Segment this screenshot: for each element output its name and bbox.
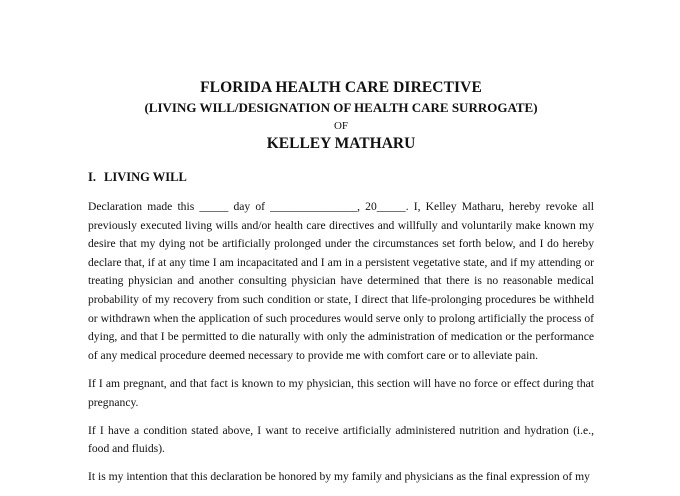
paragraph-pregnancy: If I am pregnant, and that fact is known to my physician, this section will have no force or effect during that pregnancy. xyxy=(88,377,594,409)
document-page xyxy=(88,78,594,496)
title-block xyxy=(88,78,594,154)
section-title: LIVING WILL xyxy=(104,170,187,184)
declarant-name: KELLEY MATHARU xyxy=(266,135,416,152)
section-heading xyxy=(88,169,594,185)
of-label: OF xyxy=(333,120,349,132)
document-subtitle: (LIVING WILL/DESIGNATION OF HEALTH CARE SURROGATE) xyxy=(144,100,538,115)
paragraph-declaration: Declaration made this _____ day of _______________, 20_____. I, Kelley Matharu, hereby revoke all previously executed living wills and/or health care directives and willfully and voluntarily make known my desire that my dying not be artificially prolonged under the circumstances set forth below, and I do hereby declare that, if at any time I am incapacitated and I am in a persistent vegetative state, and if my attending or treating physician and another consulting physician have determined that there is no reasonable medical probability of my recovery from such condition or state, I direct that life-prolonging procedures be withheld or withdrawn when the application of such procedures would serve only to prolong artificially the process of dying, and that I be permitted to die naturally with only the administration of medication or the performance of any medical procedure deemed necessary to provide me with comfort care or to alleviate pain. xyxy=(88,200,594,362)
section-number: I. xyxy=(88,170,96,184)
document-title: FLORIDA HEALTH CARE DIRECTIVE xyxy=(200,79,482,96)
paragraph-nutrition: If I have a condition stated above, I want to receive artificially administered nutrition and hydration (i.e., food and fluids). xyxy=(88,423,594,456)
paragraph-intention: It is my intention that this declaration be honored by my family and physicians as the final expression of my xyxy=(88,469,590,483)
